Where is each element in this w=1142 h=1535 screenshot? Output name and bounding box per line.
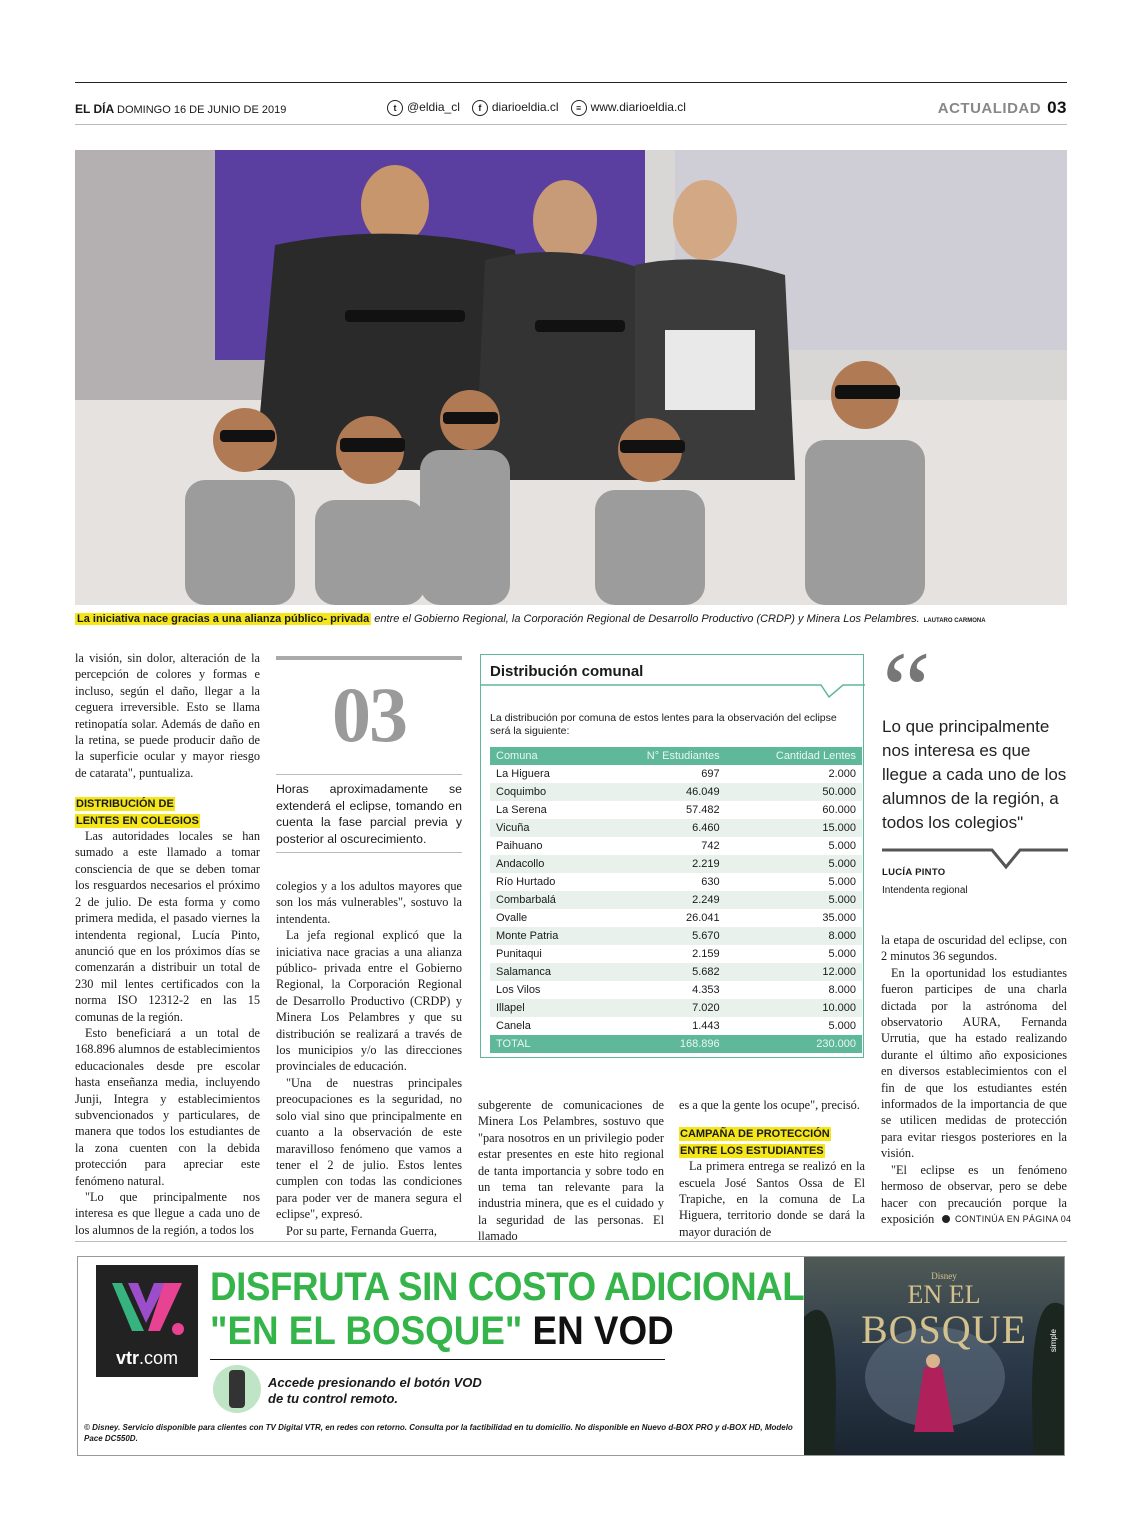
table-header-row xyxy=(490,747,862,765)
paragraph: colegios y a los adultos mayores que son los más vulnerables", sostuvo la intendenta. xyxy=(276,879,462,926)
table-row xyxy=(490,891,862,909)
photo-credit: LAUTARO CARMONA xyxy=(923,618,986,624)
table-cell: Vicuña xyxy=(490,819,600,837)
article-column-5 xyxy=(881,932,1067,1227)
paragraph: En la oportunidad los estudiantes fueron participes de una charla dictada por la astrónoma del observatorio AURA, Fernanda Urrutia, que ha estado realizando durante el último año exposiciones en diversos establecimientos con el fin de que los estudiantes estén informados de la importancia de que se utilicen medidas de protección para evitar riesgos posteriores en la visión. xyxy=(881,965,1067,1161)
table-cell: Monte Patria xyxy=(490,927,600,945)
table-cell: 8.000 xyxy=(726,927,862,945)
table-cell: 35.000 xyxy=(822,912,856,924)
column-header: Comuna xyxy=(490,747,600,765)
paragraph: la etapa de oscuridad del eclipse, con 2 minutos 36 segundos. xyxy=(881,933,1067,964)
table-cell: 5.000 xyxy=(828,948,856,960)
facebook-link[interactable]: f diarioeldia.cl xyxy=(472,100,559,116)
table-cell: 742 xyxy=(701,840,720,852)
table-row xyxy=(490,1017,862,1035)
vtr-logo xyxy=(96,1265,198,1377)
table-cell: 50.000 xyxy=(726,783,862,801)
advertisement[interactable] xyxy=(77,1256,1065,1456)
table-row xyxy=(490,927,862,945)
table-cell: 2.000 xyxy=(828,768,856,780)
table-cell: Los Vilos xyxy=(496,984,541,996)
table-cell: 12.000 xyxy=(726,963,862,981)
paragraph: subgerente de comunicaciones de Minera Los Pelambres, sostuvo que "para nosotros en un privilegio poder estar presentes en este hito regional de tanta importancia y sobre todo en un tema tan relevante para la industria minera, que es el cuidado y la seguridad de las personas. El llamado xyxy=(478,1098,664,1244)
stat-rule xyxy=(276,774,462,775)
table-cell: 6.460 xyxy=(600,819,726,837)
table-cell: 60.000 xyxy=(822,804,856,816)
stat-box xyxy=(276,656,462,856)
page-header xyxy=(75,96,1067,124)
movie-poster xyxy=(804,1257,1065,1456)
table-cell: Combarbalá xyxy=(490,891,600,909)
table-row xyxy=(490,981,862,999)
table-row xyxy=(490,999,862,1017)
paragraph: "Una de nuestras principales preocupaciones es la seguridad, no solo vial sino que principalmente en cuanto a la observación de este maravilloso fenómeno que vamos a tener el 2 de julio. Estos lentes cumplen con todas las condiciones para poder ver de manera segura el eclipse", expresó. xyxy=(276,1075,462,1222)
quote-marks-icon: “ xyxy=(882,629,931,751)
table-cell: Salamanca xyxy=(490,963,600,981)
table-row xyxy=(490,909,862,927)
table-cell: 1.443 xyxy=(692,1020,720,1032)
stat-number: 03 xyxy=(332,671,406,758)
vtr-logo-icon xyxy=(108,1279,186,1337)
table-row xyxy=(490,801,862,819)
table-cell: 7.020 xyxy=(600,999,726,1017)
publication-name: EL DÍA xyxy=(75,102,114,116)
paragraph: la visión, sin dolor, alteración de la percepción de colores y formas e incluso, según el daño, llegar a la ceguera irreversible. Esto se llama retinopatía solar. Además de daño en la retina, se puede producir daño de la superficie ocular y mayor riesgo de catarata", puntualiza. xyxy=(75,651,260,780)
table-cell: TOTAL xyxy=(490,1035,600,1053)
ad-subtext: Accede presionando el botón VOD de tu control remoto. xyxy=(268,1375,482,1406)
remote-control-icon xyxy=(213,1365,261,1413)
table-cell: Ovalle xyxy=(496,912,528,924)
table-description: La distribución por comuna de estos lentes para la observación del eclipse será la siguiente: xyxy=(490,712,837,737)
publication-date: DOMINGO 16 DE JUNIO DE 2019 xyxy=(117,104,287,116)
caption-highlight: La iniciativa nace gracias a una alianza público- privada xyxy=(77,613,370,625)
table-cell: Andacollo xyxy=(490,855,600,873)
table-cell: Paihuano xyxy=(496,840,543,852)
table-cell: Canela xyxy=(496,1020,531,1032)
paragraph: es a que la gente los ocupe", precisó. xyxy=(679,1098,860,1112)
publication-info xyxy=(75,102,286,116)
twitter-icon: t xyxy=(387,100,403,116)
table-row xyxy=(490,855,862,873)
globe-icon: ≡ xyxy=(571,100,587,116)
table-cell: 5.000 xyxy=(828,840,856,852)
table-cell: 2.219 xyxy=(600,855,726,873)
table-cell: 46.049 xyxy=(600,783,726,801)
subheading: DISTRIBUCIÓN DE xyxy=(76,798,174,811)
paragraph: "Lo que principalmente nos interesa es que llegue a cada uno de los alumnos de la región, a todos los xyxy=(75,1190,260,1237)
table-cell: 5.670 xyxy=(600,927,726,945)
continue-link[interactable]: CONTINÚA EN PÁGINA 04 xyxy=(942,1214,1071,1224)
web-link[interactable]: ≡ www.diarioeldia.cl xyxy=(571,100,686,116)
arrow-icon xyxy=(942,1215,950,1223)
table-cell: 2.159 xyxy=(692,948,720,960)
article-column-4 xyxy=(679,1097,865,1240)
twitter-link[interactable]: t @eldia_cl xyxy=(387,100,460,116)
table-cell: La Serena xyxy=(496,804,547,816)
table-cell: 5.000 xyxy=(726,891,862,909)
subheading: LENTES EN COLEGIOS xyxy=(76,814,199,827)
table-row xyxy=(490,873,862,891)
table-cell: 697 xyxy=(701,768,720,780)
table-cell: 5.000 xyxy=(726,855,862,873)
table-title: Distribución comunal xyxy=(490,663,644,680)
stat-text: Horas aproximadamente se extenderá el eclipse, tomando en cuenta la fase parcial previa y posterior al oscurecimiento. xyxy=(276,782,462,846)
table-cell: 230.000 xyxy=(726,1035,862,1053)
poster-title: Disney EN EL BOSQUE xyxy=(860,1271,1028,1352)
table-cell: 10.000 xyxy=(726,999,862,1017)
table-cell: 57.482 xyxy=(686,804,720,816)
ad-legal: © Disney. Servicio disponible para clientes con TV Digital VTR, en redes con retorno. Consulta por la factibilidad en tu domicilio. No disponible en Nuevo d-BOX PRO y d-BOX HD, Modelo Pace DC550D. xyxy=(84,1423,793,1443)
quote-author: LUCÍA PINTO xyxy=(882,867,946,878)
table-row xyxy=(490,963,862,981)
facebook-icon: f xyxy=(472,100,488,116)
table-cell: 630 xyxy=(701,876,720,888)
table-cell: 5.682 xyxy=(600,963,726,981)
paragraph: La jefa regional explicó que la iniciativa nace gracias a una alianza público- privada entre el Gobierno Regional, la Corporación Regional de Desarrollo Productivo (CRDP) y Minera Los Pelambres y que su distribución se realizará a través de los municipios y/o las direcciones provinciales de educación. xyxy=(276,928,462,1074)
quote-role: Intendenta regional xyxy=(882,885,968,896)
ad-rule xyxy=(210,1359,665,1360)
article-column-1 xyxy=(75,650,260,1238)
article-column-3 xyxy=(478,1097,664,1245)
photo-caption xyxy=(75,613,1067,625)
paragraph: Las autoridades locales se han sumado a este llamado a tomar consciencia de que se deben tomar los resguardos necesarios el próximo 2 de julio. De esta forma y como primera medida, el pasado viernes la intendenta regional, Lucía Pinto, anunció que en los próximos días se comenzarán a distribuir un total de 230 mil lentes certificados con la norma ISO 12312-2 en las 15 comunas de la región. xyxy=(75,829,260,1024)
section-label xyxy=(938,98,1067,118)
bottom-rule xyxy=(75,1241,1067,1242)
table-total-row xyxy=(490,1035,862,1053)
top-rule xyxy=(75,82,1067,83)
table-cell: Coquimbo xyxy=(490,783,600,801)
paragraph: La primera entrega se realizó en la escuela José Santos Ossa de El Trapiche, en la comuna de La Higuera, territorio donde se dará la mayor duración de xyxy=(679,1159,865,1239)
paragraph: "El eclipse es un fenómeno hermoso de observar, pero se debe hacer con precaución porque la exposición xyxy=(881,1162,1067,1226)
column-header: N° Estudiantes xyxy=(600,747,726,765)
subheading: CAMPAÑA DE PROTECCIÓN xyxy=(680,1128,830,1141)
subheading: ENTRE LOS ESTUDIANTES xyxy=(680,1144,824,1157)
table-cell: 8.000 xyxy=(828,984,856,996)
header-rule xyxy=(75,124,1067,125)
caption-text: entre el Gobierno Regional, la Corporación Regional de Desarrollo Productivo (CRDP) y Minera Los Pelambres. xyxy=(371,613,920,625)
page-number: 03 xyxy=(1047,98,1067,117)
column-header: Cantidad Lentes xyxy=(726,747,862,765)
table-cell: 5.000 xyxy=(828,876,856,888)
table-cell: 2.249 xyxy=(600,891,726,909)
pull-quote xyxy=(882,629,1068,896)
main-photo xyxy=(75,150,1067,605)
ad-headline: DISFRUTA SIN COSTO ADICIONAL xyxy=(210,1265,805,1309)
distribution-table-box xyxy=(480,654,864,1058)
table-cell: Río Hurtado xyxy=(496,876,556,888)
article-column-2 xyxy=(276,878,462,1239)
distribution-table xyxy=(490,747,862,1053)
table-row xyxy=(490,945,862,963)
table-row xyxy=(490,819,862,837)
table-cell: 26.041 xyxy=(686,912,720,924)
table-cell: 15.000 xyxy=(726,819,862,837)
vtr-logo-text: vtr.com xyxy=(115,1348,179,1368)
poster-tag: simple xyxy=(1049,1329,1058,1353)
ad-headline-2: "EN EL BOSQUE" EN VOD xyxy=(210,1309,674,1353)
table-cell: 5.000 xyxy=(828,1020,856,1032)
social-links xyxy=(387,100,686,116)
stat-rule xyxy=(276,852,462,853)
table-cell: La Higuera xyxy=(496,768,550,780)
table-row xyxy=(490,765,862,783)
section-name: ACTUALIDAD xyxy=(937,100,1042,117)
table-cell: 168.896 xyxy=(600,1035,726,1053)
paragraph: Por su parte, Fernanda Guerra, xyxy=(286,1223,437,1238)
quote-text: Lo que principalmente nos interesa es que llegue a cada uno de los alumnos de la región, a todos los colegios" xyxy=(882,717,1067,832)
table-cell: Illapel xyxy=(490,999,600,1017)
photo-illustration xyxy=(75,150,1067,605)
paragraph: Esto beneficiará a un total de 168.896 alumnos de establecimientos educacionales desde pre escolar hasta enseñanza media, incluyendo Junji, Integra y establecimientos subvencionados y particulares, de manera que todos los estudiantes de la zona cuenten con la debida protección para apreciar este fenómeno natural. xyxy=(75,1025,260,1188)
table-cell: 4.353 xyxy=(692,984,720,996)
table-row xyxy=(490,837,862,855)
table-row xyxy=(490,783,862,801)
title-underline xyxy=(481,681,865,705)
stat-rule xyxy=(276,656,462,660)
table-cell: Punitaqui xyxy=(496,948,542,960)
